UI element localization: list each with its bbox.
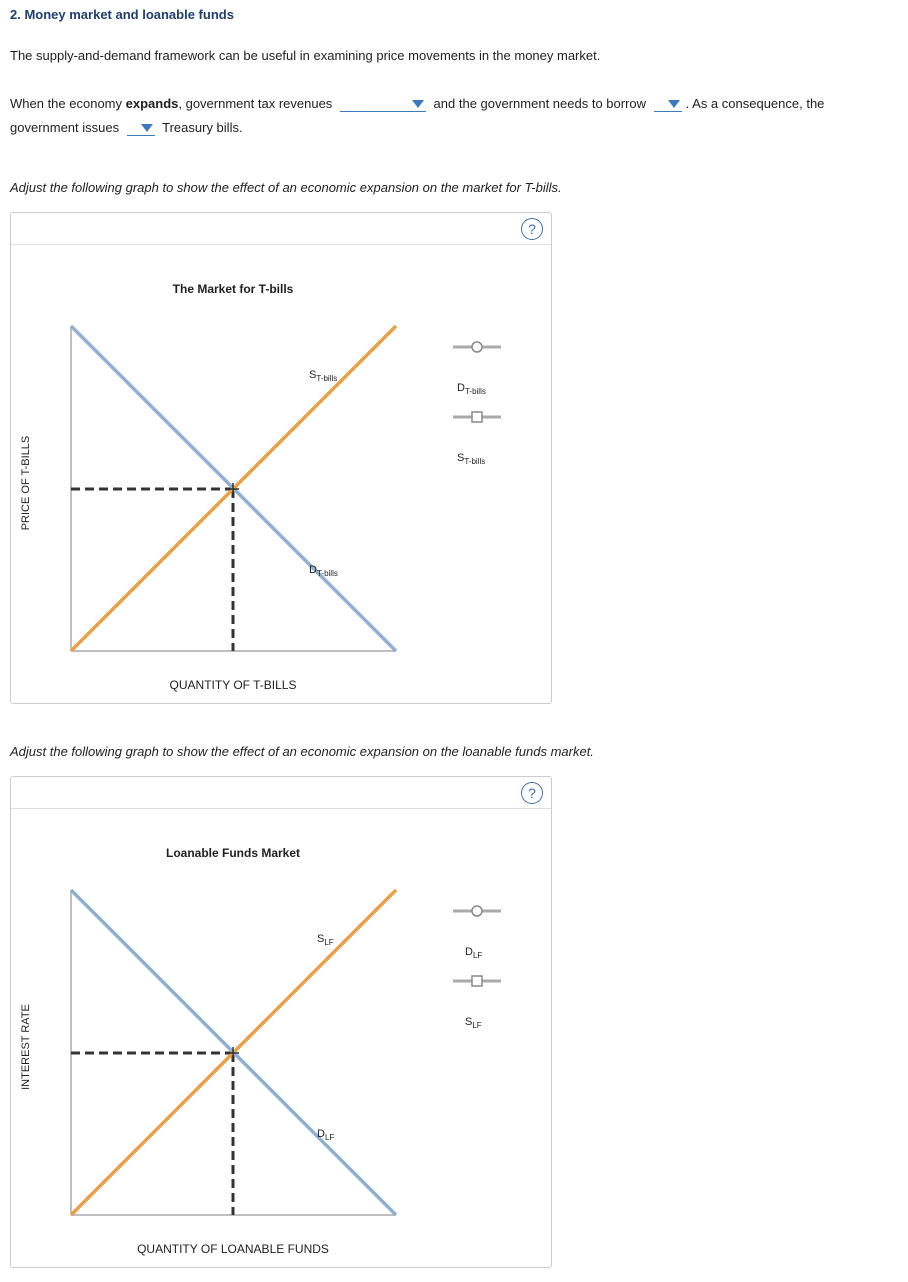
x-axis-label: QUANTITY OF LOANABLE FUNDS bbox=[137, 1242, 329, 1256]
question-title: 2. Money market and loanable funds bbox=[10, 7, 234, 22]
legend-supply-label: $S_{T-bills}$ bbox=[457, 452, 486, 466]
x-axis-label: QUANTITY OF T-BILLS bbox=[169, 678, 297, 692]
demand-curve-label: $D_{T-bills}$ bbox=[309, 564, 338, 578]
legend-supply-tool[interactable] bbox=[453, 412, 501, 466]
issues-dropdown[interactable] bbox=[127, 121, 155, 136]
legend-supply-tool[interactable] bbox=[453, 976, 501, 1030]
supply-curve-label: $S_{T-bills}$ bbox=[309, 369, 338, 383]
legend-demand-tool[interactable] bbox=[453, 906, 501, 960]
lf-graph[interactable] bbox=[11, 777, 551, 1267]
circle-marker-icon bbox=[472, 342, 482, 352]
chevron-down-icon bbox=[668, 100, 680, 108]
chevron-down-icon bbox=[141, 124, 153, 132]
y-axis-label: INTEREST RATE bbox=[20, 1004, 32, 1090]
circle-marker-icon bbox=[472, 906, 482, 916]
question-sentence-line2 bbox=[10, 120, 243, 136]
help-icon[interactable]: ? bbox=[521, 782, 543, 804]
square-marker-icon bbox=[472, 412, 482, 422]
tax-revenue-dropdown[interactable] bbox=[340, 97, 426, 112]
borrow-dropdown[interactable] bbox=[654, 97, 682, 112]
demand-curve-label: $D_{LF}$ bbox=[317, 1128, 335, 1142]
help-icon[interactable]: ? bbox=[521, 218, 543, 240]
legend-demand-tool[interactable] bbox=[453, 342, 501, 396]
sentence-part5: government issues bbox=[10, 120, 120, 135]
square-marker-icon bbox=[472, 976, 482, 986]
sentence-bold: expands bbox=[125, 96, 179, 111]
intro-text: The supply-and-demand framework can be useful in examining price movements in the money market. bbox=[10, 48, 601, 63]
y-axis-label: PRICE OF T-BILLS bbox=[20, 435, 32, 531]
tbill-graph[interactable] bbox=[11, 213, 551, 703]
chevron-down-icon bbox=[412, 100, 424, 108]
sentence-part2: , government tax revenues bbox=[178, 96, 333, 111]
question-sentence-line1 bbox=[10, 96, 900, 112]
sentence-part6: Treasury bills. bbox=[162, 120, 243, 135]
lf-graph-panel bbox=[10, 776, 552, 1268]
supply-curve-label: $S_{LF}$ bbox=[317, 933, 334, 947]
lf-instruction: Adjust the following graph to show the effect of an economic expansion on the loanable funds market. bbox=[10, 744, 594, 759]
sentence-part1: When the economy bbox=[10, 96, 126, 111]
sentence-part3: and the government needs to borrow bbox=[433, 96, 647, 111]
tbill-instruction: Adjust the following graph to show the effect of an economic expansion on the market for T-bills. bbox=[10, 180, 562, 195]
legend-demand-label: $D_{LF}$ bbox=[465, 946, 483, 960]
graph-title: Loanable Funds Market bbox=[165, 846, 301, 860]
graph-title: The Market for T-bills bbox=[172, 282, 294, 296]
tbill-graph-panel bbox=[10, 212, 552, 704]
legend-demand-label: $D_{T-bills}$ bbox=[457, 382, 486, 396]
sentence-part4: . As a consequence, the bbox=[685, 96, 825, 111]
legend-supply-label: $S_{LF}$ bbox=[465, 1016, 482, 1030]
